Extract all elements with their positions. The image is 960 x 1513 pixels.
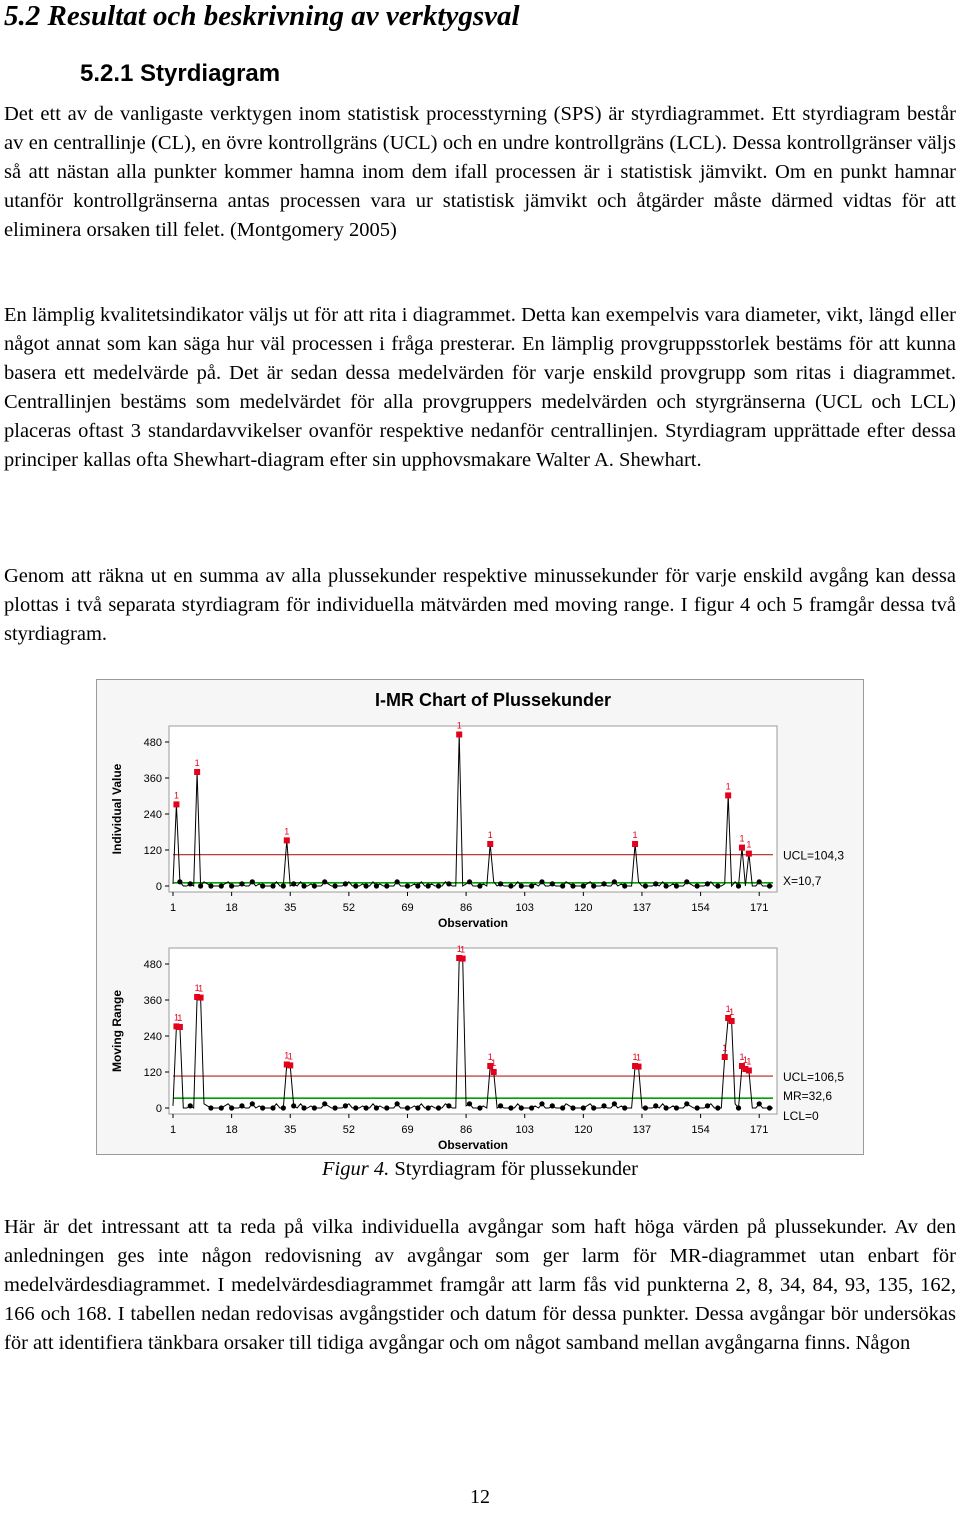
alarm-flag: 1 [284, 826, 290, 837]
data-point [384, 883, 389, 888]
data-point [529, 883, 534, 888]
ucl-label: UCL=104,3 [783, 848, 845, 863]
data-point [208, 1105, 213, 1110]
x-tick-label: 1 [169, 902, 177, 914]
data-point [229, 883, 234, 888]
data-point [601, 1103, 606, 1108]
x-tick-label: 171 [750, 1124, 769, 1136]
data-point [405, 883, 410, 888]
data-point [322, 1101, 327, 1106]
x-tick-label: 103 [515, 1124, 534, 1136]
data-point [374, 883, 379, 888]
x-tick-label: 120 [574, 1124, 593, 1136]
alarm-flag: 1 [487, 1052, 493, 1062]
alarm-flag: 1 [194, 983, 200, 993]
center-label: MR=32,6 [783, 1089, 833, 1104]
data-point [426, 1105, 431, 1110]
data-point [705, 881, 710, 886]
data-point [519, 883, 524, 888]
data-point [477, 883, 482, 888]
data-point [198, 883, 203, 888]
x-tick-label: 1 [169, 1124, 177, 1136]
data-point [312, 883, 317, 888]
data-point [446, 881, 451, 886]
data-point [188, 1103, 193, 1108]
x-tick-label: 120 [574, 902, 593, 914]
x-tick-label: 18 [225, 1124, 238, 1136]
alarm-flag: 1 [739, 833, 745, 844]
y-tick-label: 480 [143, 737, 162, 749]
y-tick-label: 360 [143, 773, 162, 785]
alarm-point [722, 1054, 728, 1060]
alarm-flag: 1 [460, 944, 466, 955]
data-point [767, 883, 772, 888]
data-point [188, 881, 193, 886]
data-point [312, 1105, 317, 1110]
data-point [467, 1101, 472, 1106]
data-point [177, 879, 182, 884]
data-point [539, 879, 544, 884]
alarm-flag: 1 [456, 944, 462, 954]
y-tick-label: 120 [143, 845, 162, 857]
data-point [570, 883, 575, 888]
x-tick-label: 154 [691, 1124, 710, 1136]
paragraph-indicator: En lämplig kvalitetsindikator väljs ut för att rita i diagrammet. Detta kan exempelvis vara diameter, vikt, längd eller något annat som kan säga hur väl processen i fråga presterar. En lämplig provgruppsstorlek bestäms för att kunna basera ett medelvärde på. Det är sedan dessa medelvärden för varje enskild provgrupp som ritas i diagrammet. Centrallinjen bestäms som medelvärdet för alla provgruppers medelvärden och styrgränserna (UCL och LCL) placeras oftast 3 standardavvikelser ovanför respektive nedanför centrallinjen. Styrdiagram upprättade efter dessa principer kallas ofta Shewhart-diagram efter sin upphovsmakare Walter A. Shewhart. [4, 304, 956, 471]
plot-area [169, 948, 777, 1114]
y-tick-label: 0 [155, 881, 162, 893]
data-point [239, 1103, 244, 1108]
data-point [498, 1103, 503, 1108]
data-point [477, 1105, 482, 1110]
data-point [291, 1103, 296, 1108]
x-tick-label: 137 [632, 1124, 652, 1136]
data-point [695, 1105, 700, 1110]
data-point [529, 1105, 534, 1110]
data-point [570, 1105, 575, 1110]
data-point [343, 881, 348, 886]
data-point [715, 1105, 720, 1110]
imr-chart-svg [97, 680, 863, 1154]
data-point [395, 879, 400, 884]
chart-panel-1 [110, 721, 844, 931]
y-axis-label: Moving Range [110, 989, 124, 1073]
figure-caption-label: Figur 4. [322, 1158, 390, 1180]
data-point [281, 1105, 286, 1110]
data-point [239, 881, 244, 886]
data-point [291, 881, 296, 886]
alarm-flag: 1 [722, 1043, 728, 1053]
data-point [591, 883, 596, 888]
data-point [384, 1105, 389, 1110]
data-point [653, 881, 658, 886]
x-tick-label: 171 [750, 902, 769, 914]
alarm-point [456, 732, 462, 738]
data-point [612, 1101, 617, 1106]
x-tick-label: 103 [515, 902, 534, 914]
paragraph-method: Genom att räkna ut en summa av alla plussekunder respektive minussekunder för varje enskild avgång kan dessa plottas i två separata styrdiagram för individuella mätvärden med moving range. I figur 4 och 5 framgår dessa två styrdiagram. [4, 565, 956, 645]
y-tick-label: 360 [143, 995, 162, 1007]
data-point [622, 883, 627, 888]
data-point [622, 1105, 627, 1110]
data-point [436, 1105, 441, 1110]
alarm-point [632, 841, 638, 847]
alarm-flag: 1 [284, 1050, 290, 1061]
subsection-heading: 5.2.1 Styrdiagram [80, 60, 281, 87]
data-point [467, 879, 472, 884]
data-point [353, 883, 358, 888]
data-point [581, 883, 586, 888]
data-point [415, 883, 420, 888]
x-tick-label: 69 [401, 1124, 414, 1136]
alarm-point [729, 1018, 735, 1024]
data-point [508, 1105, 513, 1110]
data-point [539, 1101, 544, 1106]
data-point [322, 879, 327, 884]
data-point [684, 879, 689, 884]
data-point [250, 879, 255, 884]
y-tick-label: 240 [143, 1031, 162, 1043]
alarm-flag: 1 [746, 1056, 752, 1067]
chart-title: I-MR Chart of Plussekunder [374, 690, 612, 710]
data-point [601, 881, 606, 886]
data-point [250, 1101, 255, 1106]
data-point [643, 883, 648, 888]
data-point [767, 1105, 772, 1110]
data-point [736, 1105, 741, 1110]
alarm-flag: 1 [177, 1013, 183, 1023]
alarm-point [491, 1069, 497, 1075]
alarm-flag: 1 [742, 1055, 748, 1065]
data-point [343, 1103, 348, 1108]
x-tick-label: 52 [342, 902, 355, 914]
data-point [736, 883, 741, 888]
data-point [550, 1103, 555, 1108]
alarm-flag: 1 [725, 1004, 731, 1014]
section-heading: 5.2 Resultat och beskrivning av verktygsval [4, 0, 520, 32]
page-number: 12 [470, 1486, 490, 1508]
data-point [353, 1105, 358, 1110]
data-point [591, 1105, 596, 1110]
data-point [446, 1103, 451, 1108]
alarm-flag: 1 [173, 1012, 179, 1023]
x-tick-label: 52 [342, 1124, 355, 1136]
alarm-flag: 1 [632, 1052, 638, 1062]
data-point [208, 883, 213, 888]
data-point [332, 1105, 337, 1110]
y-tick-label: 480 [143, 959, 162, 971]
alarm-point [460, 956, 466, 962]
data-point [684, 1101, 689, 1106]
center-label: X=10,7 [783, 873, 822, 888]
alarm-point [725, 792, 731, 798]
data-point [664, 1105, 669, 1110]
figure-caption [0, 1158, 960, 1181]
alarm-flag: 1 [198, 983, 204, 994]
data-point [705, 1103, 710, 1108]
figure-imr-chart [96, 679, 864, 1155]
data-point [612, 879, 617, 884]
x-tick-label: 69 [401, 902, 414, 914]
alarm-flag: 1 [491, 1058, 497, 1068]
data-point [332, 883, 337, 888]
alarm-point [739, 845, 745, 851]
data-point [405, 1105, 410, 1110]
data-point [519, 1105, 524, 1110]
alarm-flag: 1 [173, 790, 179, 801]
data-point [550, 881, 555, 886]
paragraph-intro: Det ett av de vanligaste verktygen inom statistisk processtyrning (SPS) är styrdiagrammet. Ett styrdiagram består av en centrallinje (CL), en övre kontrollgräns (UCL) och en undre kontrollgräns (LCL). Dessa kontrollgränser väljs så att nästan alla punkter kommer hamna inom dem ifall processen är i statistisk jämvikt. Om en punkt hamnar utanför kontrollgränserna antas processen vara ur statistisk jämvikt och åtgärder måste därmed vidtas för att eliminera orsaken till felet. (Montgomery 2005) [4, 103, 956, 241]
x-tick-label: 18 [225, 902, 238, 914]
x-tick-label: 86 [459, 902, 473, 914]
lcl-label: LCL=0 [783, 1109, 819, 1123]
alarm-flag: 1 [194, 758, 200, 768]
data-point [560, 1105, 565, 1110]
data-point [229, 1105, 234, 1110]
x-tick-label: 35 [284, 902, 297, 914]
data-point [508, 883, 513, 888]
alarm-point [287, 1062, 293, 1068]
data-point [364, 1105, 369, 1110]
data-point [757, 879, 762, 884]
data-point [498, 881, 503, 886]
alarm-flag: 1 [729, 1007, 735, 1017]
data-point [695, 883, 700, 888]
x-tick-label: 35 [284, 1124, 297, 1136]
data-point [674, 883, 679, 888]
data-point [260, 883, 265, 888]
x-tick-label: 86 [459, 1124, 473, 1136]
data-point [395, 1101, 400, 1106]
plot-area [169, 726, 777, 892]
alarm-point [194, 769, 200, 775]
y-axis-label: Individual Value [110, 763, 124, 855]
data-point [364, 883, 369, 888]
data-point [560, 883, 565, 888]
alarm-point [487, 841, 493, 847]
data-point [426, 883, 431, 888]
data-point [219, 883, 224, 888]
data-point [415, 1105, 420, 1110]
alarm-flag: 1 [746, 839, 752, 850]
data-point [757, 1101, 762, 1106]
chart-panel-2 [110, 944, 844, 1152]
data-point [436, 883, 441, 888]
alarm-flag: 1 [739, 1052, 745, 1062]
alarm-flag: 1 [632, 830, 638, 840]
data-point [301, 883, 306, 888]
figure-caption-text: Styrdiagram för plussekunder [389, 1158, 638, 1180]
alarm-point [746, 851, 752, 857]
alarm-flag: 1 [725, 781, 731, 792]
x-axis-label: Observation [437, 916, 509, 930]
data-point [281, 883, 286, 888]
data-point [581, 1105, 586, 1110]
data-point [653, 1103, 658, 1108]
data-point [715, 883, 720, 888]
alarm-point [746, 1068, 752, 1074]
alarm-point [198, 995, 204, 1001]
alarm-flag: 1 [287, 1051, 293, 1062]
data-point [270, 883, 275, 888]
alarm-point [284, 837, 290, 843]
x-tick-label: 154 [691, 902, 710, 914]
y-tick-label: 240 [143, 809, 162, 821]
data-point [270, 1105, 275, 1110]
alarm-flag: 1 [456, 720, 462, 731]
data-point [374, 1105, 379, 1110]
data-point [674, 1105, 679, 1110]
x-tick-label: 137 [632, 902, 652, 914]
ucl-label: UCL=106,5 [783, 1070, 845, 1085]
paragraph-alarms: Här är det intressant att ta reda på vilka individuella avgångar som haft höga värden på plussekunder. Av den anledningen ges inte någon redovisning av avgångar som ger larm för MR-diagrammet utan enbart för medelvärdesdiagrammet. I medelvärdesdiagrammet framgår att larm fås vid punkterna 2, 8, 34, 84, 93, 135, 162, 166 och 168. I tabellen nedan redovisas avgångstider och datum för dessa punkter. Dessa avgångar bör undersökas för att identifiera tänkbara orsaker till tidiga avgångar och om något samband mellan avgångarna finns. Någon [4, 1216, 956, 1354]
alarm-flag: 1 [487, 830, 493, 840]
y-tick-label: 120 [143, 1067, 162, 1079]
data-point [301, 1105, 306, 1110]
alarm-point [636, 1064, 642, 1070]
alarm-point [173, 801, 179, 807]
data-point [664, 883, 669, 888]
y-tick-label: 0 [155, 1103, 162, 1115]
alarm-flag: 1 [636, 1052, 642, 1063]
x-axis-label: Observation [437, 1138, 509, 1152]
data-point [219, 1105, 224, 1110]
data-point [643, 1105, 648, 1110]
alarm-point [177, 1024, 183, 1030]
data-point [260, 1105, 265, 1110]
